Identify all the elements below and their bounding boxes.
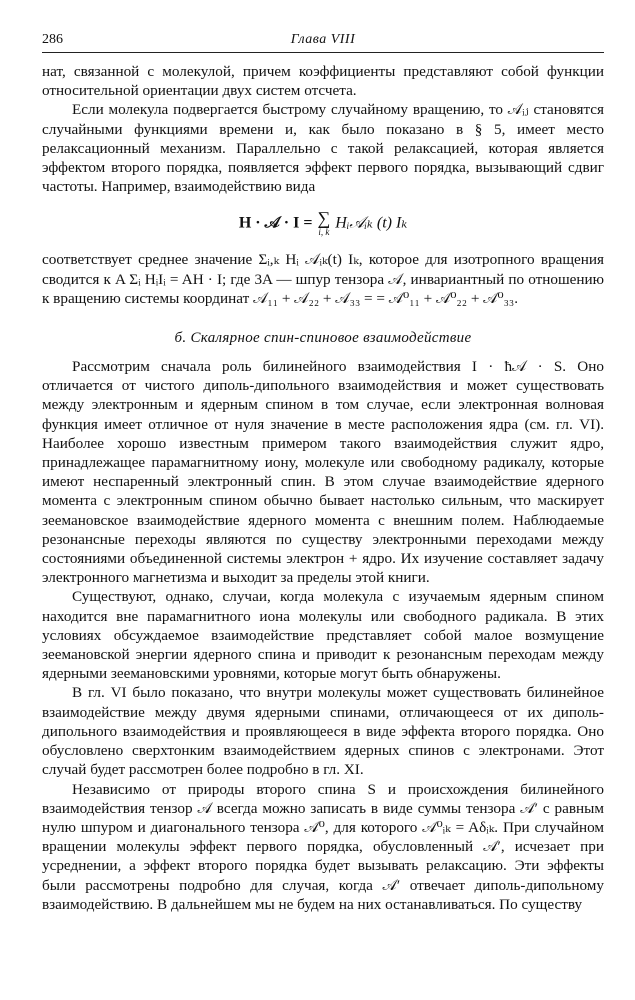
paragraph-4: Рассмотрим сначала роль билинейного взаимодействия I · ħ𝒜 · S. Оно отличается от чистого диполь-дипольного взаимодействия и может существовать между электронным и ядерным спином в том случае, если электронная волновая функция имеет отличное от нуля значение в месте расположения ядра (см. гл. VI). Наиболее хорошо известным примером такого взаимодействия служит ядро, принадлежащее парамагнитному иону, молекуле или свободному радикалу, которые имеют неспаренный электронный спин. В этом случае взаимодействие ядерного момента с электронным спином обычно бывает настолько сильным, что маскирует зеемановское взаимодействие ядерного момента с внешним полем. Наблюдаемые резонансные переходы являются по существу электронными переходами между состояниями объединенной системы электрон + ядро. Их изучение составляет задачу электронного магнетизма и выходит за пределы этой книги. xyxy=(42,358,604,587)
book-page xyxy=(42,30,604,914)
summation-sign: ∑ i, k xyxy=(317,208,331,238)
formula-rhs: Hᵢ𝒜ᵢₖ (t) Iₖ xyxy=(335,215,408,233)
running-title: Глава VIII xyxy=(290,32,356,47)
page-number: 286 xyxy=(42,32,63,47)
section-title: б. Скалярное спин-спиновое взаимодействие xyxy=(174,330,472,347)
paragraph-6: В гл. VI было показано, что внутри молекулы может существовать билинейное взаимодействие между двумя ядерными спинами, отличающееся от их диполь-дипольного взаимодействия и проявляющееся в виде эффекта второго порядка. Оно обусловлено сверхтонким взаимодействием ядерных спинов с электронами. Этот случай будет рассмотрен более подробно в гл. XI. xyxy=(42,684,604,779)
formula-lhs: H · 𝒜 · I = xyxy=(238,215,313,233)
page-header xyxy=(42,30,604,53)
display-formula xyxy=(42,210,604,238)
paragraph-1: нат, связанной с молекулой, причем коэффициенты представляют собой функции относительной ориентации двух систем отсчета. xyxy=(42,63,604,100)
paragraph-3: соответствует среднее значение Σᵢ,ₖ Hᵢ 𝒜ᵢₖ(t) Iₖ, которое для изотропного вращения сводится к A Σᵢ HᵢIᵢ = AH · I; где 3A — шпур тензора 𝒜, инвариантный по отношению к вращению системы координат 𝒜₁₁ + 𝒜₂₂ + 𝒜₃₃ = = 𝒜⁰₁₁ + 𝒜⁰₂₂ + 𝒜⁰₃₃. xyxy=(42,251,604,307)
summation-subscript: i, k xyxy=(318,227,330,238)
paragraph-2: Если молекула подвергается быстрому случайному вращению, то 𝒜ᵢⱼ становятся случайными функциями времени и, как было показано в § 5, имеет место релаксационный механизм. Параллельно с такой релаксацией, которая является эффектом второго порядка, появляется эффект первого порядка, вызывающий сдвиг частоты. Например, взаимодействию вида xyxy=(42,101,604,196)
paragraph-5: Существуют, однако, случаи, когда молекула с изучаемым ядерным спином находится вне парамагнитного иона молекулы или свободного радикала. В этих условиях обсуждаемое взаимодействие представляет собой малое возмущение зеемановской энергии ядерного спина и приводит к резонансным переходам между ядерными зеемановскими уровнями, которые могут быть обнаружены. xyxy=(42,588,604,683)
paragraph-7: Независимо от природы второго спина S и происхождения билинейного взаимодействия тензор 𝒜 всегда можно записать в виде суммы тензора 𝒜′ с равным нулю шпуром и диагонального тензора 𝒜⁰, для которого 𝒜⁰ᵢₖ = Aδᵢₖ. При случайном вращении молекулы эффект первого порядка, обусловленный 𝒜′, исчезает при усреднении, а эффект второго порядка будет вызывать релаксацию. Эти эффекты были рассмотрены подробно для случая, когда 𝒜′ отвечает диполь-дипольному взаимодействию. В дальнейшем мы не будем на них останавливаться. По существу xyxy=(42,780,604,913)
